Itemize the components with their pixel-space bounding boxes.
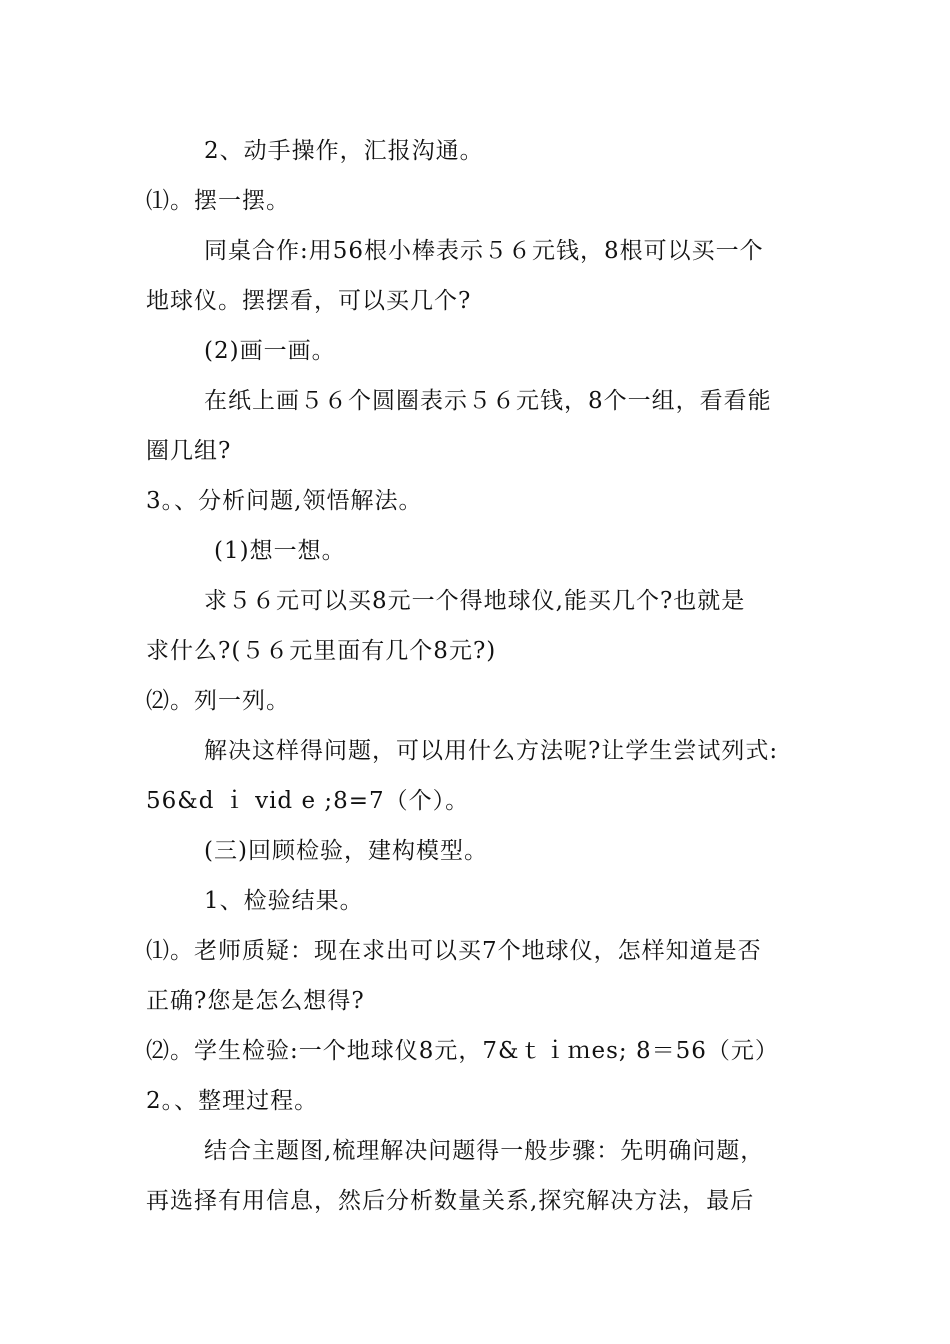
paragraph-line: ⑴。老师质疑：现在求出可以买7个地球仪，怎样知道是否 (146, 938, 762, 964)
formula-line: ⑵。学生检验:一个地球仪8元，7&ｔｉｍes; 8＝56（元） (146, 1038, 779, 1064)
paragraph-line: 正确?您是怎么想得? (146, 988, 365, 1014)
heading-review: (三)回顾检验，建构模型。 (204, 838, 488, 864)
paragraph-line: 求５６元可以买8元一个得地球仪,能买几个?也就是 (204, 588, 746, 614)
paragraph-line: 求什么?(５６元里面有几个8元?) (146, 638, 497, 664)
paragraph-line: 地球仪。摆摆看，可以买几个? (146, 288, 472, 314)
paragraph-line: 结合主题图,梳理解决问题得一般步骤：先明确问题， (204, 1138, 765, 1164)
formula-line: 56&d ｉ vid e ;8=7（个）。 (146, 788, 470, 814)
paragraph-line: 圈几组? (146, 438, 232, 464)
item-list: ⑵。列一列。 (146, 688, 290, 714)
heading-organize: 2。、整理过程。 (146, 1088, 319, 1114)
heading-analyze: 3。、分析问题,领悟解法。 (146, 488, 423, 514)
item-arrange: ⑴。摆一摆。 (146, 188, 290, 214)
paragraph-line: 在纸上画５６个圆圈表示５６元钱，8个一组，看看能 (204, 388, 772, 414)
item-draw: (2)画一画。 (204, 338, 336, 364)
heading-check-result: 1、检验结果。 (204, 888, 364, 914)
paragraph-line: 同桌合作:用56根小棒表示５６元钱，8根可以买一个 (204, 238, 764, 264)
heading-hands-on: 2、动手操作，汇报沟通。 (204, 138, 484, 164)
paragraph-line: 再选择有用信息，然后分析数量关系,探究解决方法，最后 (146, 1188, 755, 1214)
paragraph-line: 解决这样得问题，可以用什么方法呢?让学生尝试列式: (204, 738, 779, 764)
item-think: (1)想一想。 (214, 538, 346, 564)
